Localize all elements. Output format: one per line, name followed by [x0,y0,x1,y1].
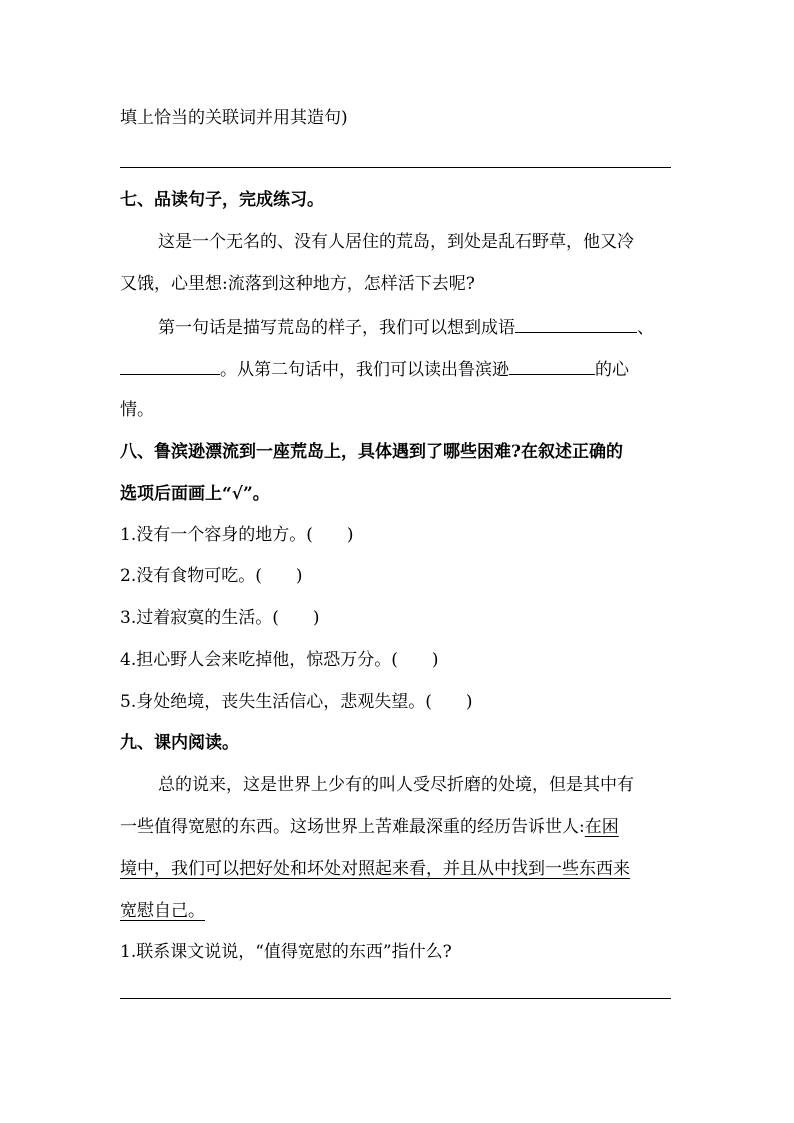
feeling-blank[interactable] [509,356,595,375]
section-7-passage-line-2: 又饿，心里想:流落到这种地方，怎样活下去呢? [120,274,475,294]
section-9-passage-line-2 [120,815,619,839]
section-9-heading: 九、课内阅读。 [120,733,239,753]
section-7-heading: 七、品读句子，完成练习。 [120,190,324,210]
section-7-question-line-3: 情。 [120,400,154,420]
section-8-heading-line-1: 八、鲁滨逊漂流到一座荒岛上，具体遇到了哪些困难?在叙述正确的 [120,442,623,462]
section-7-passage-line-1: 这是一个无名的、没有人居住的荒岛，到处是乱石野草，他又冷 [158,232,634,252]
answer-line-bottom[interactable] [120,998,671,999]
idiom-blank-2[interactable] [120,356,220,375]
section-9-passage-line-1: 总的说来，这是世界上少有的叫人受尽折磨的处境，但是其中有 [158,775,634,795]
separator-comma: 、 [637,318,654,338]
option-item-5[interactable]: 5.身处绝境，丧失生活信心，悲观失望。( ) [120,692,473,712]
section-9-question-1: 1.联系课文说说，“值得宽慰的东西”指什么? [120,942,452,962]
section-7-question-line-2 [120,356,629,382]
option-item-4[interactable]: 4.担心野人会来吃掉他，惊恐万分。( ) [120,650,439,670]
section-9-underlined-start: 在困 [584,817,619,837]
option-item-1[interactable]: 1.没有一个容身的地方。( ) [120,525,354,545]
section-7-question-text-1: 第一句话是描写荒岛的样子，我们可以想到成语 [158,318,515,338]
section-9-underlined-line-4: 宽慰自己。 [120,901,205,921]
section-7-question-text-2: 。从第二句话中，我们可以读出鲁滨逊 [220,360,509,380]
idiom-blank-1[interactable] [515,314,637,333]
answer-line-top[interactable] [120,167,671,168]
section-8-heading-line-2: 选项后面画上“√”。 [120,484,270,504]
option-item-2[interactable]: 2.没有食物可吃。( ) [120,566,303,586]
section-7-question-line-1 [158,314,654,340]
section-9-passage-plain: 一些值得宽慰的东西。这场世界上苦难最深重的经历告诉世人: [120,817,585,837]
option-item-3[interactable]: 3.过着寂寞的生活。( ) [120,608,320,628]
section-9-underlined-line-3: 境中，我们可以把好处和坏处对照起来看，并且从中找到一些东西来 [120,859,630,879]
top-instruction-line: 填上恰当的关联词并用其造句) [120,108,348,128]
section-7-question-text-3: 的心 [595,360,629,380]
